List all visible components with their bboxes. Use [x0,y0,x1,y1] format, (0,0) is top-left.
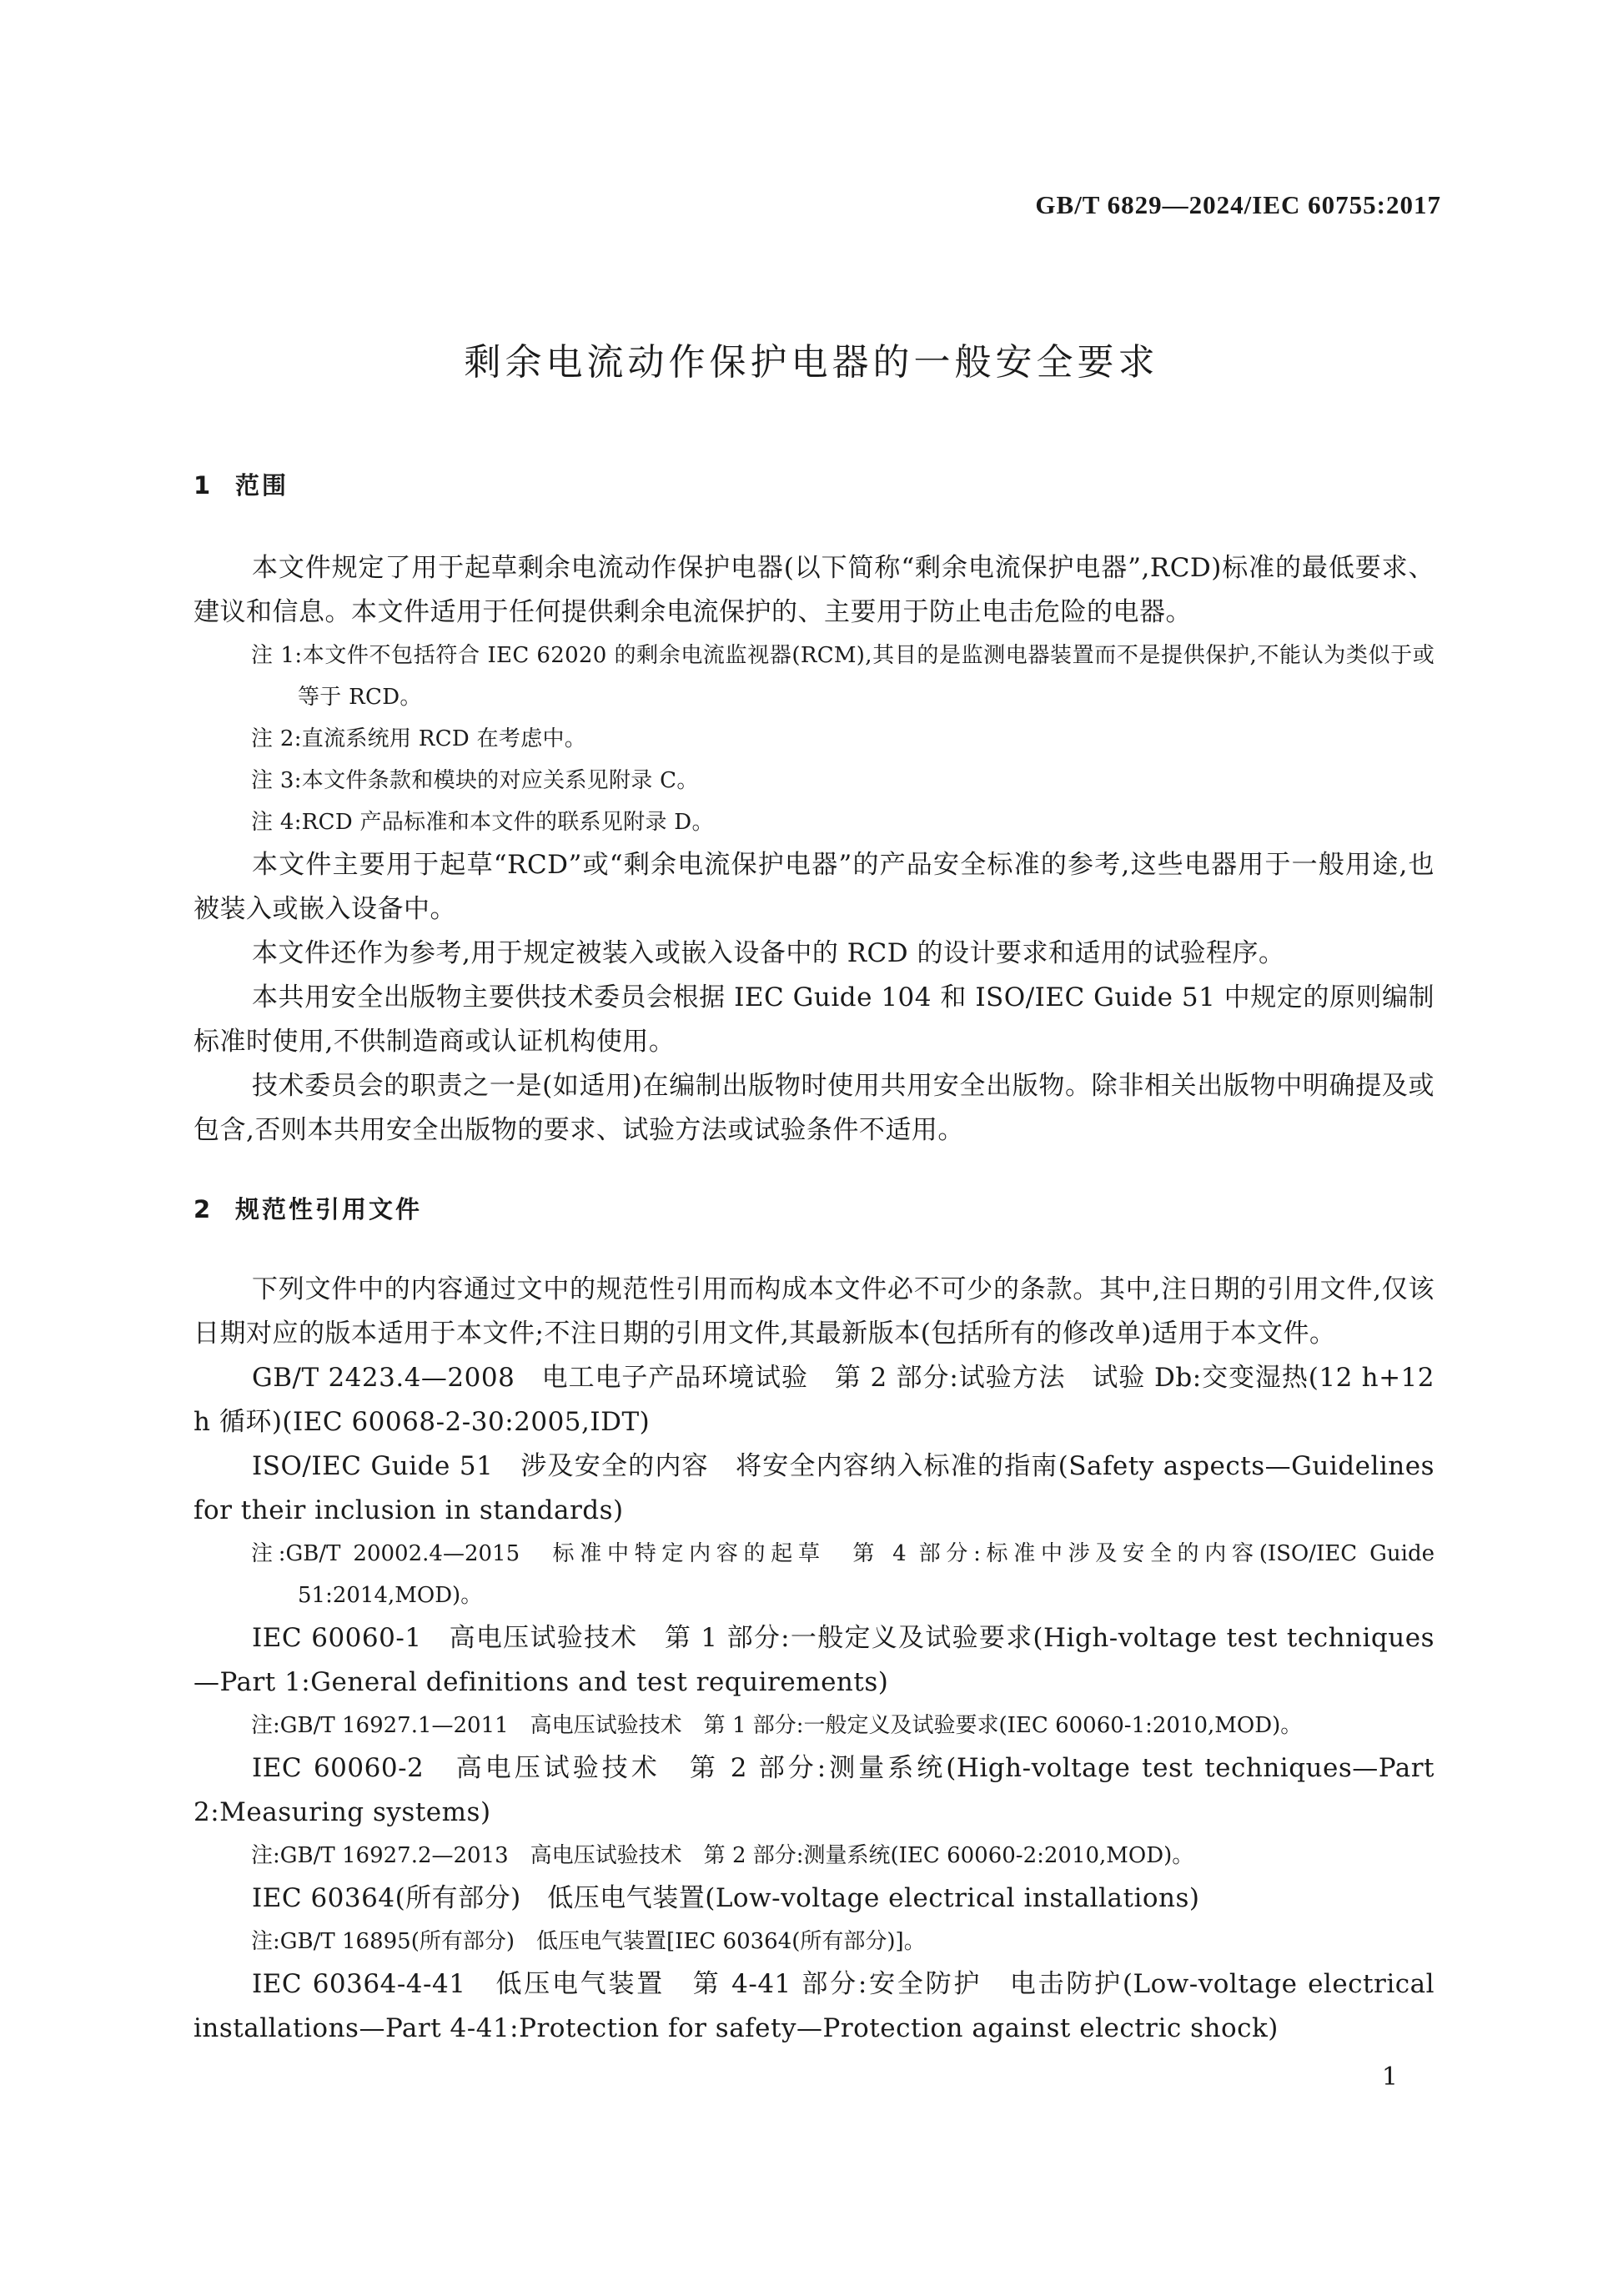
section-2-title: 规范性引用文件 [235,1195,423,1223]
scope-paragraph-4: 本共用安全出版物主要供技术委员会根据 IEC Guide 104 和 ISO/IEC Guide 51 中规定的原则编制标准时使用,不供制造商或认证机构使用。 [193,982,1435,1057]
reference-iec-60060-2: IEC 60060-2 高电压试验技术 第 2 部分:测量系统(High-voltage test techniques—Part 2:Measuring systems) [193,1753,1435,1827]
section-2-body [193,1268,1435,2051]
scope-paragraph-3: 本文件还作为参考,用于规定被装入或嵌入设备中的 RCD 的设计要求和适用的试验程序。 [252,938,1285,968]
scope-note-4: 注 4:RCD 产品标准和本文件的联系见附录 D。 [251,810,714,835]
scope-note-1: 注 1:本文件不包括符合 IEC 62020 的剩余电流监视器(RCM),其目的是监测电器装置而不是提供保护,不能认为类似于或等于 RCD。 [251,643,1435,710]
scope-note-3: 注 3:本文件条款和模块的对应关系见附录 C。 [251,768,699,793]
reference-note-gbt-16927-1: 注:GB/T 16927.1—2011 高电压试验技术 第 1 部分:一般定义及试验要求(IEC 60060-1:2010,MOD)。 [251,1713,1303,1738]
section-1-title: 范围 [235,471,289,500]
page-number: 1 [1381,2062,1398,2092]
reference-iec-60060-1: IEC 60060-1 高电压试验技术 第 1 部分:一般定义及试验要求(High-voltage test techniques—Part 1:General definitions and test requirements) [193,1623,1435,1697]
scope-paragraph-1: 本文件规定了用于起草剩余电流动作保护电器(以下简称“剩余电流保护电器”,RCD)标准的最低要求、建议和信息。本文件适用于任何提供剩余电流保护的、主要用于防止电击危险的电器。 [193,553,1435,627]
reference-note-gbt-20002-4: 注:GB/T 20002.4—2015 标准中特定内容的起草 第 4 部分:标准中涉及安全的内容(ISO/IEC Guide 51:2014,MOD)。 [251,1541,1435,1608]
scope-paragraph-5: 技术委员会的职责之一是(如适用)在编制出版物时使用共用安全出版物。除非相关出版物中明确提及或包含,否则本共用安全出版物的要求、试验方法或试验条件不适用。 [193,1071,1435,1145]
reference-iec-60364-4-41: IEC 60364-4-41 低压电气装置 第 4-41 部分:安全防护 电击防护(Low-voltage electrical installations—Part 4-41:Protection for safety—Protection against electric shock) [193,1969,1435,2043]
reference-note-gbt-16895: 注:GB/T 16895(所有部分) 低压电气装置[IEC 60364(所有部分)]。 [251,1929,926,1954]
section-1-number: 1 [193,471,214,500]
section-1-heading [193,467,289,501]
section-2-heading [193,1191,422,1225]
reference-gbt-2423-4: GB/T 2423.4—2008 电工电子产品环境试验 第 2 部分:试验方法 试验 Db:交变湿热(12 h+12 h 循环)(IEC 60068-2-30:2005,IDT) [193,1363,1435,1437]
document-title: 剩余电流动作保护电器的一般安全要求 [464,341,1159,384]
reference-note-gbt-16927-2: 注:GB/T 16927.2—2013 高电压试验技术 第 2 部分:测量系统(IEC 60060-2:2010,MOD)。 [251,1843,1194,1868]
section-2-number: 2 [193,1195,214,1223]
references-intro: 下列文件中的内容通过文中的规范性引用而构成本文件必不可少的条款。其中,注日期的引用文件,仅该日期对应的版本适用于本文件;不注日期的引用文件,其最新版本(包括所有的修改单)适用于本文件。 [193,1274,1435,1349]
section-1-body [193,546,1435,1153]
document-code: GB/T 6829—2024/IEC 60755:2017 [1035,190,1441,219]
scope-note-2: 注 2:直流系统用 RCD 在考虑中。 [251,726,587,751]
reference-iso-iec-guide-51: ISO/IEC Guide 51 涉及安全的内容 将安全内容纳入标准的指南(Safety aspects—Guidelines for their inclusion in standards) [193,1451,1435,1525]
reference-iec-60364: IEC 60364(所有部分) 低压电气装置(Low-voltage electrical installations) [252,1883,1200,1913]
scope-paragraph-2: 本文件主要用于起草“RCD”或“剩余电流保护电器”的产品安全标准的参考,这些电器用于一般用途,也被装入或嵌入设备中。 [193,850,1435,924]
